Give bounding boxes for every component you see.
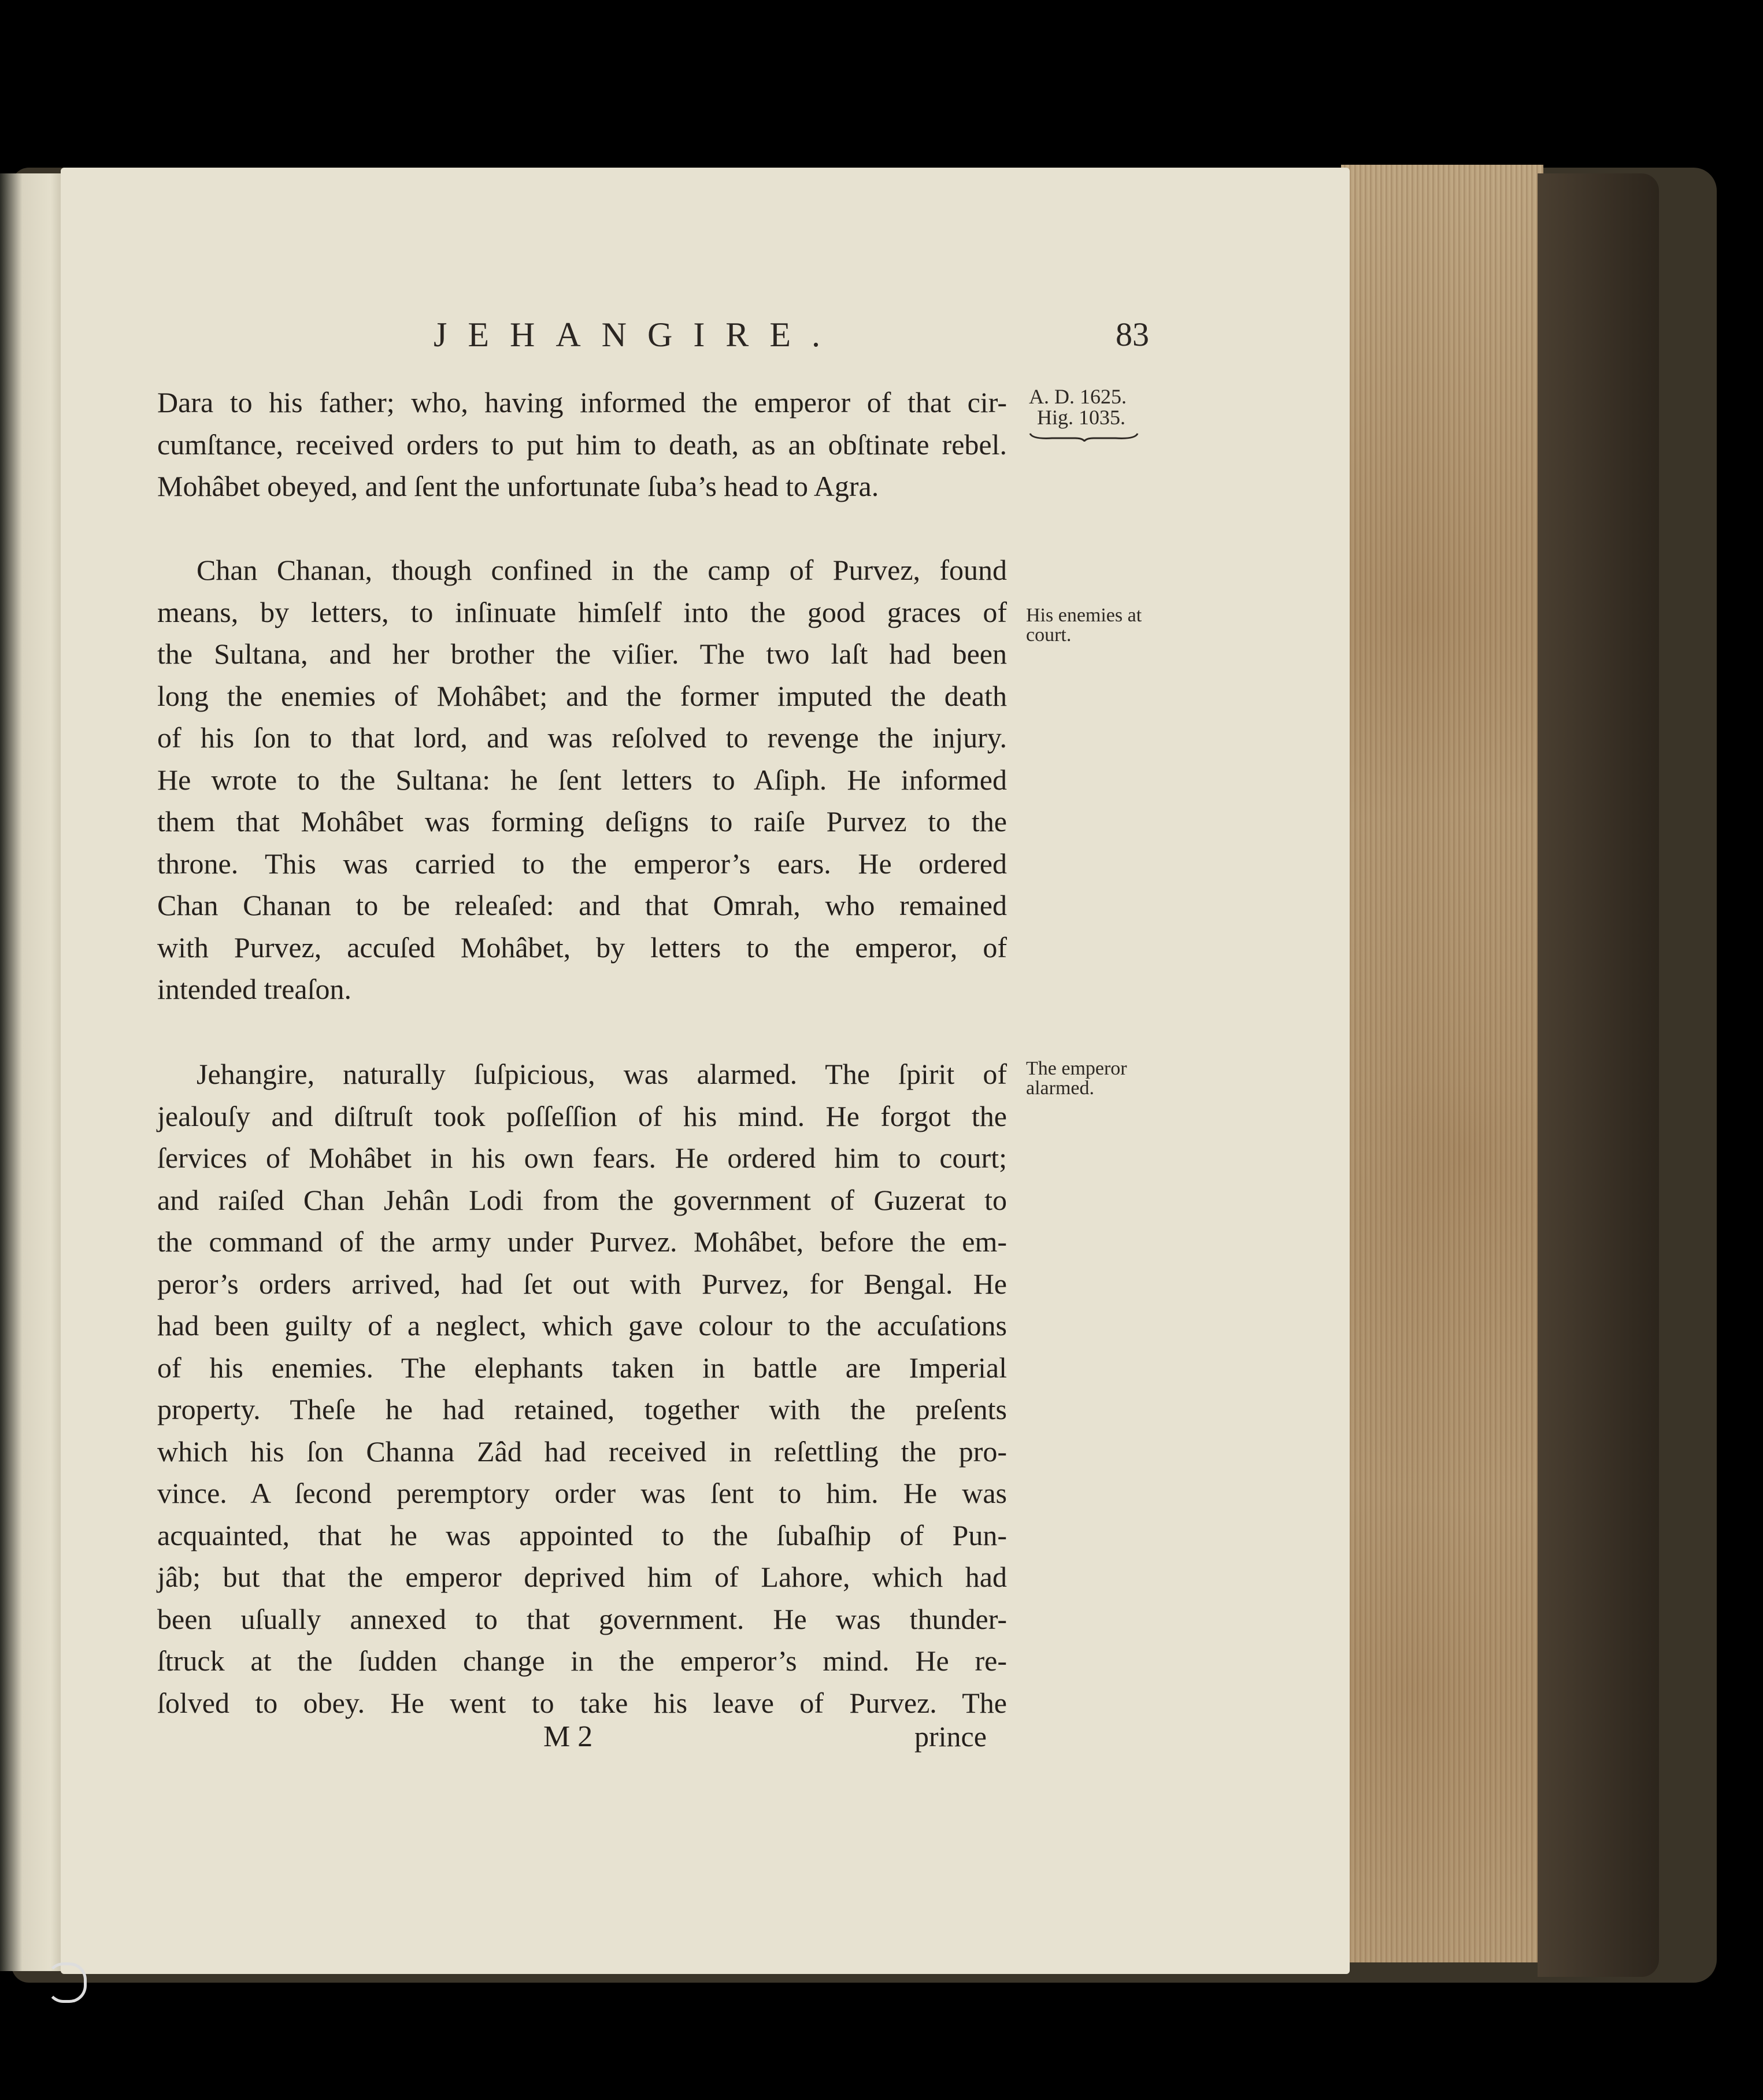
text-line: vince. A ſecond peremptory order was ſent to him. He was <box>157 1477 1007 1509</box>
text-line: the command of the army under Purvez. Mohâbet, before the em- <box>157 1225 1007 1258</box>
text-line: Chan Chanan, though confined in the camp of Purvez, found <box>197 554 1007 586</box>
text-line: throne. This was carried to the emperor’s ears. He ordered <box>157 847 1007 880</box>
page-number: 83 <box>1116 316 1149 353</box>
text-line: Chan Chanan to be releaſed: and that Omrah, who remained <box>157 889 1007 921</box>
brace-icon <box>1029 431 1139 442</box>
catchword: prince <box>914 1720 987 1753</box>
text-line: property. Theſe he had retained, together with the preſents <box>157 1393 1007 1425</box>
text-line: Mohâbet obeyed, and ſent the unfortunate ſuba’s head to Agra. <box>157 470 879 502</box>
page-block-edge <box>1341 165 1543 1962</box>
text-line: jâb; but that the emperor deprived him of Lahore, which had <box>157 1561 1007 1593</box>
text-line: ſtruck at the ſudden change in the emperor’s mind. He re- <box>157 1645 1007 1677</box>
text-line: and raiſed Chan Jehân Lodi from the government of Guzerat to <box>157 1183 1007 1216</box>
text-line: Dara to his father; who, having informed the emperor of that cir- <box>157 386 1007 418</box>
text-line: of his enemies. The elephants taken in battle are Imperial <box>157 1351 1007 1384</box>
signature-mark: M 2 <box>543 1720 593 1753</box>
text-line: He wrote to the Sultana: he ſent letters to Aſiph. He informed <box>157 763 1007 796</box>
paragraph-3 <box>157 1053 1007 1724</box>
text-line: with Purvez, accuſed Mohâbet, by letters to the emperor, of <box>157 931 1007 964</box>
text-line: jealouſy and diſtruſt took poſſeſſion of his mind. He forgot the <box>157 1099 1007 1132</box>
margin-note-alarmed: The emperor alarmed. <box>1026 1058 1127 1099</box>
paragraph-1 <box>157 382 1007 508</box>
text-line: peror’s orders arrived, had ſet out with Purvez, for Bengal. He <box>157 1267 1007 1300</box>
text-line: long the enemies of Mohâbet; and the former imputed the death <box>157 679 1007 712</box>
date-line-ad: A. D. 1625. <box>1029 385 1127 408</box>
text-line: been uſually annexed to that government. He was thunder- <box>157 1602 1007 1635</box>
text-line: ſervices of Mohâbet in his own fears. He ordered him to court; <box>157 1142 1007 1174</box>
paragraph-2 <box>157 549 1007 1010</box>
margin-note-enemies: His enemies at court. <box>1026 605 1142 646</box>
text-line: ſolved to obey. He went to take his leave of Purvez. The <box>157 1686 1007 1719</box>
back-cover-edge <box>1538 173 1659 1977</box>
left-page-edge <box>0 173 64 1971</box>
text-line: which his ſon Channa Zâd had received in reſettling the pro- <box>157 1435 1007 1468</box>
text-line: Jehangire, naturally ſuſpicious, was alarmed. The ſpirit of <box>197 1058 1007 1090</box>
running-header: JEHANGIRE. <box>434 316 841 354</box>
text-line: intended treaſon. <box>157 973 351 1005</box>
bookmark-ribbon <box>46 1962 87 2003</box>
margin-date-note <box>1029 386 1156 442</box>
text-line: them that Mohâbet was forming deſigns to raiſe Purvez to the <box>157 805 1007 838</box>
date-line-hig: Hig. 1035. <box>1037 406 1125 429</box>
text-line: acquainted, that he was appointed to the ſubaſhip of Pun- <box>157 1518 1007 1551</box>
text-line: the Sultana, and her brother the viſier. The two laſt had been <box>157 638 1007 670</box>
text-line: of his ſon to that lord, and was reſolved to revenge the injury. <box>157 721 1007 754</box>
text-line: means, by letters, to inſinuate himſelf into the good graces of <box>157 595 1007 628</box>
text-line: had been guilty of a neglect, which gave colour to the accuſations <box>157 1309 1007 1342</box>
text-line: cumſtance, received orders to put him to death, as an obſtinate rebel. <box>157 428 1007 461</box>
